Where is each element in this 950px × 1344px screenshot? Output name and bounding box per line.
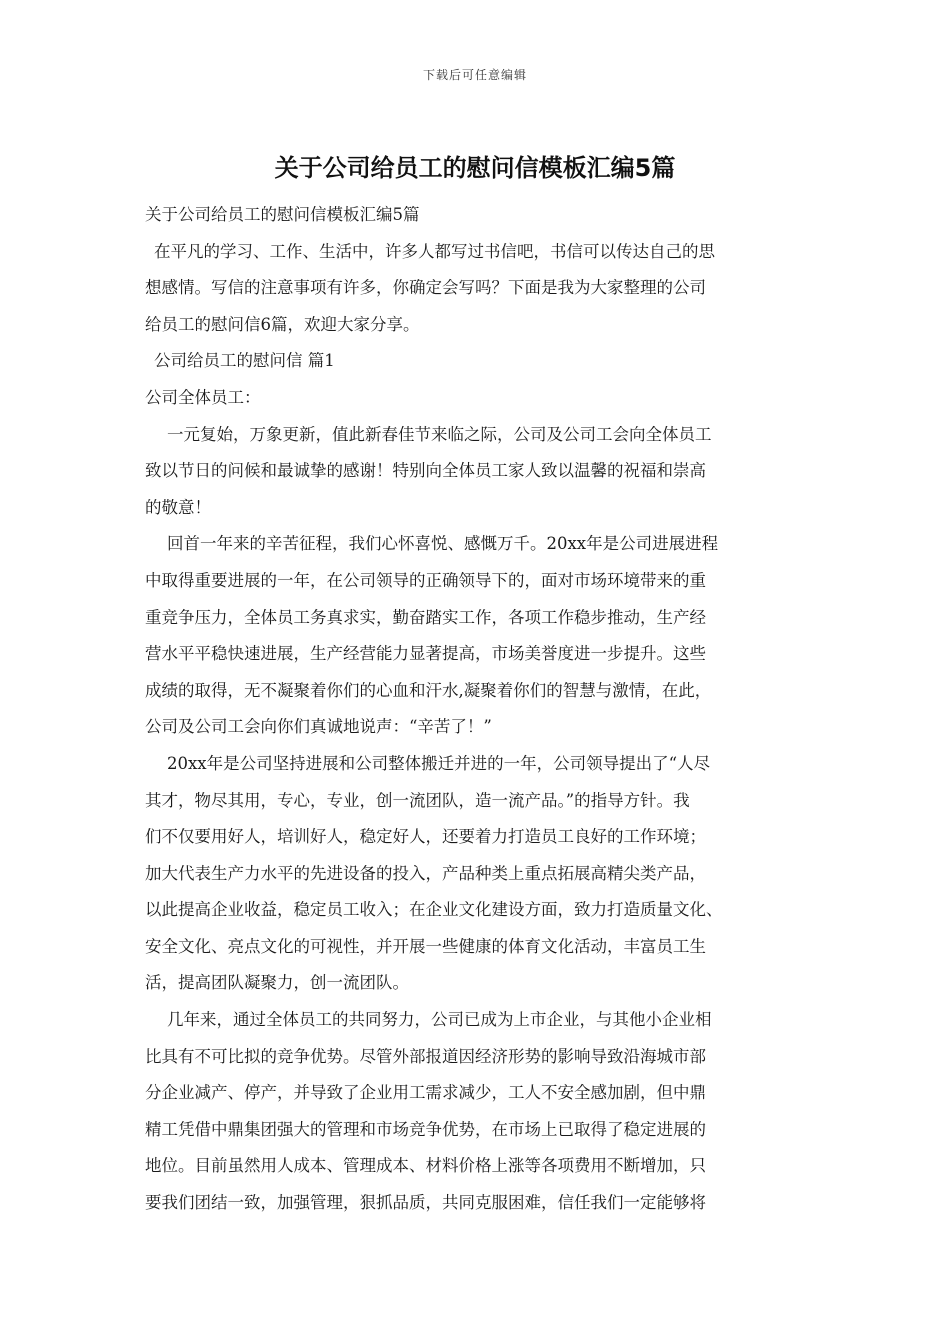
document-title: 关于公司给员工的慰问信模板汇编5篇 bbox=[274, 154, 676, 182]
body-line: 比具有不可比拟的竞争优势。尽管外部报道因经济形势的影响导致沿海城市部 bbox=[145, 1046, 706, 1066]
body-line: 几年来，通过全体员工的共同努力，公司已成为上市企业，与其他小企业相 bbox=[167, 1010, 712, 1030]
document-body bbox=[145, 197, 815, 1222]
body-line: 公司给员工的慰问信 篇1 bbox=[154, 351, 335, 371]
body-line: 回首一年来的辛苦征程，我们心怀喜悦、感慨万千。20xx年是公司进展进程 bbox=[167, 534, 719, 554]
body-line: 想感情。写信的注意事项有许多，你确定会写吗？下面是我为大家整理的公司 bbox=[145, 278, 706, 298]
body-line: 致以节日的问候和最诚挚的感谢！特别向全体员工家人致以温馨的祝福和崇高 bbox=[145, 461, 706, 481]
body-line: 们不仅要用好人，培训好人，稳定好人，还要着力打造员工良好的工作环境； bbox=[145, 827, 706, 847]
body-line: 以此提高企业收益，稳定员工收入；在企业文化建设方面，致力打造质量文化、 bbox=[145, 900, 723, 920]
body-line: 公司及公司工会向你们真诚地说声：“辛苦了！” bbox=[145, 717, 492, 737]
body-line: 地位。目前虽然用人成本、管理成本、材料价格上涨等各项费用不断增加，只 bbox=[145, 1156, 706, 1176]
body-line: 给员工的慰问信6篇，欢迎大家分享。 bbox=[145, 314, 420, 334]
body-line: 加大代表生产力水平的先进设备的投入，产品种类上重点拓展高精尖类产品， bbox=[145, 863, 706, 883]
body-line: 分企业减产、停产，并导致了企业用工需求减少，工人不安全感加剧，但中鼎 bbox=[145, 1083, 706, 1103]
body-line: 活，提高团队凝聚力，创一流团队。 bbox=[145, 973, 409, 993]
body-line: 要我们团结一致，加强管理，狠抓品质，共同克服困难，信任我们一定能够将 bbox=[145, 1193, 706, 1213]
body-line: 成绩的取得，无不凝聚着你们的心血和汗水,凝聚着你们的智慧与激情，在此， bbox=[145, 680, 712, 700]
body-line: 中取得重要进展的一年，在公司领导的正确领导下的，面对市场环境带来的重 bbox=[145, 570, 706, 590]
body-line: 精工凭借中鼎集团强大的管理和市场竞争优势，在市场上已取得了稳定进展的 bbox=[145, 1119, 706, 1139]
body-line: 关于公司给员工的慰问信模板汇编5篇 bbox=[145, 205, 420, 224]
body-line: 营水平平稳快速进展，生产经营能力显著提高，市场美誉度进一步提升。这些 bbox=[145, 644, 706, 664]
body-line: 一元复始，万象更新，值此新春佳节来临之际，公司及公司工会向全体员工 bbox=[167, 424, 712, 444]
body-line: 重竞争压力，全体员工务真求实，勤奋踏实工作，各项工作稳步推动，生产经 bbox=[145, 607, 706, 627]
body-line: 公司全体员工： bbox=[145, 387, 261, 407]
body-line: 安全文化、亮点文化的可视性，并开展一些健康的体育文化活动，丰富员工生 bbox=[145, 936, 706, 956]
body-line: 的敬意！ bbox=[145, 497, 211, 517]
header-note: 下载后可任意编辑 bbox=[422, 68, 527, 82]
body-line: 20xx年是公司坚持进展和公司整体搬迁并进的一年，公司领导提出了“人尽 bbox=[167, 753, 711, 773]
body-line: 其才，物尽其用，专心，专业，创一流团队，造一流产品。”的指导方针。我 bbox=[145, 790, 690, 810]
body-line: 在平凡的学习、工作、生活中，许多人都写过书信吧，书信可以传达自己的思 bbox=[154, 241, 715, 261]
